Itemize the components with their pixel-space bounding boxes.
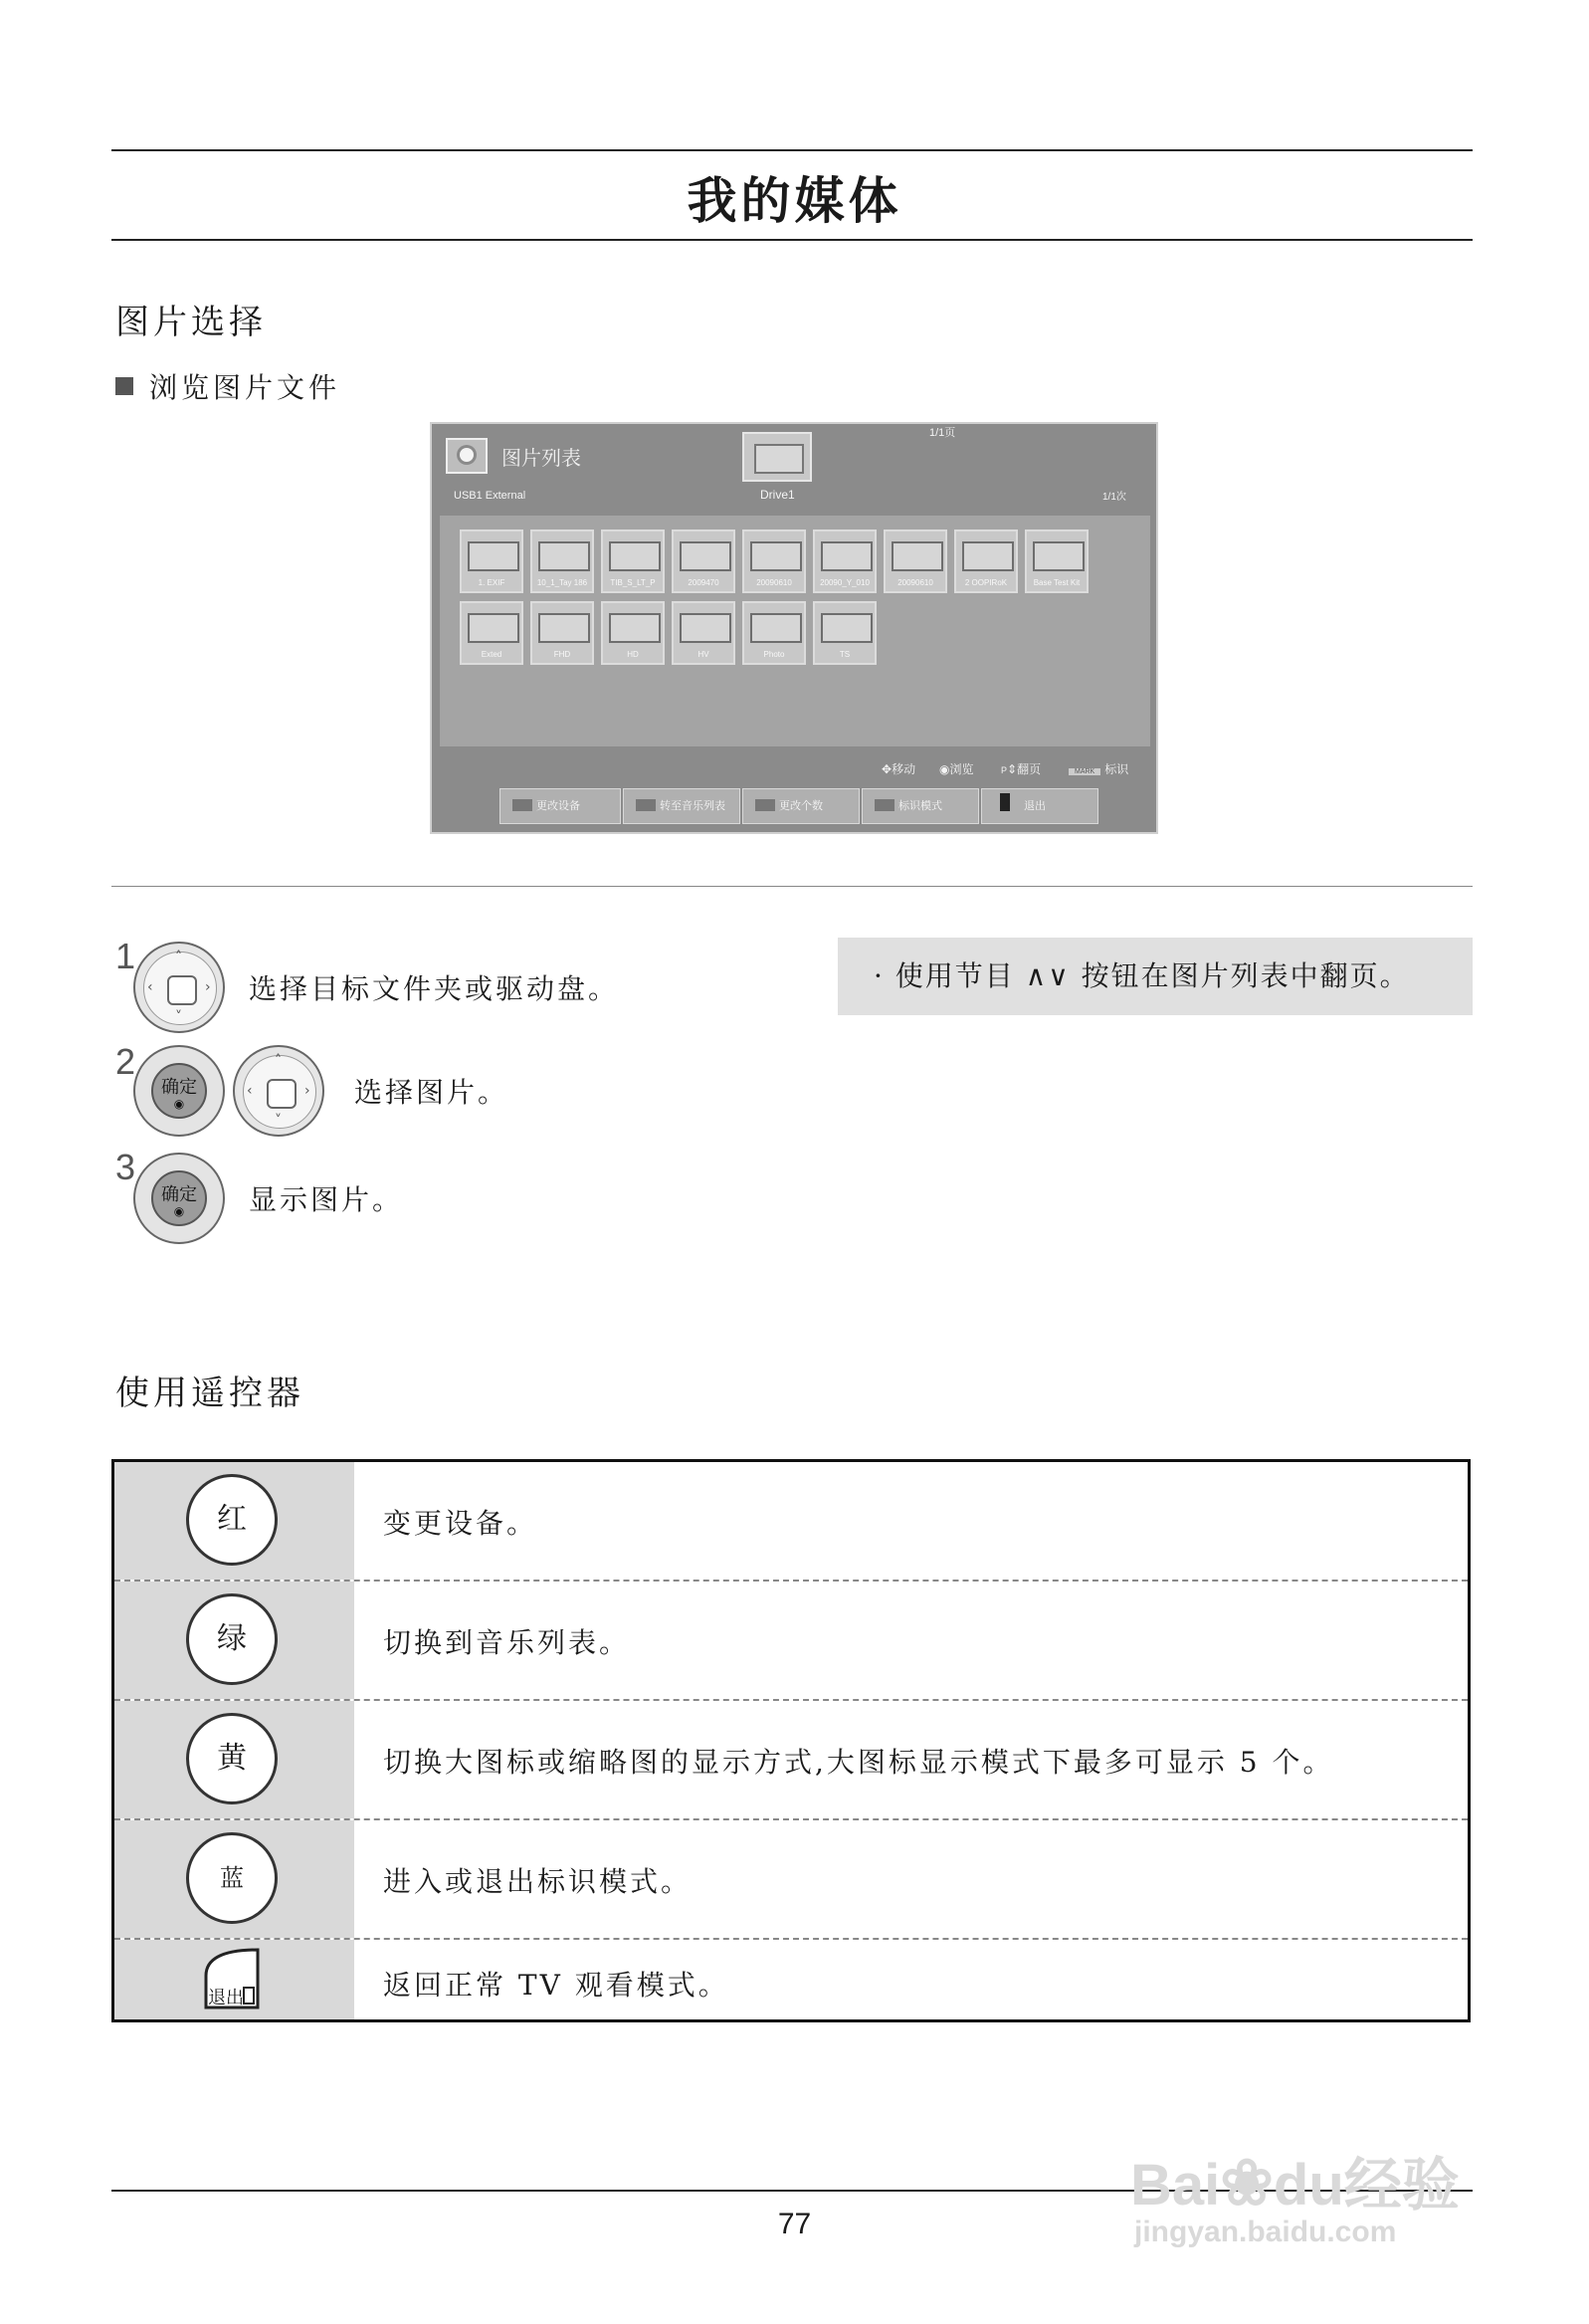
- mark-key-icon: MARK: [1069, 768, 1100, 775]
- folder-item[interactable]: 20090610: [884, 529, 947, 593]
- folder-item[interactable]: TS: [813, 601, 877, 665]
- page-number: 77: [777, 2208, 812, 2240]
- section-heading-remote: 使用遥控器: [115, 1373, 304, 1413]
- blue-key-icon: [875, 799, 894, 811]
- top-rule: [111, 149, 1473, 151]
- table-row: [114, 1701, 1468, 1818]
- yellow-key-icon: 黄: [186, 1713, 278, 1804]
- folder-item[interactable]: HV: [672, 601, 735, 665]
- folder-item[interactable]: Base Test Kit: [1025, 529, 1089, 593]
- ok-button-icon: 确定 ◉: [133, 1153, 225, 1244]
- table-row: [114, 1462, 1468, 1580]
- table-cell-text: 切换到音乐列表。: [383, 1626, 631, 1659]
- folder-item[interactable]: 10_1_Tay 186: [530, 529, 594, 593]
- subsection-browse: [115, 366, 340, 406]
- tv-title: 图片列表: [501, 446, 581, 470]
- change-count-button[interactable]: 更改个数: [742, 788, 860, 824]
- red-key-icon: [512, 799, 532, 811]
- step-number: 2: [115, 1041, 136, 1082]
- ok-button-icon: 确定 ◉: [133, 1045, 225, 1137]
- exit-key-icon: [1000, 793, 1010, 811]
- tv-source: USB1 External: [454, 490, 526, 502]
- dpad-icon: ˄ ˅ ‹ ›: [233, 1045, 324, 1137]
- tv-count: 1/1次: [1102, 492, 1126, 503]
- folder-item[interactable]: 2 OOPIRoK: [954, 529, 1018, 593]
- step-number: 3: [115, 1147, 136, 1187]
- hint-browse: ◉浏览: [939, 762, 974, 776]
- photo-app-icon: [446, 438, 488, 474]
- tv-screenshot: [430, 422, 1158, 834]
- baidu-watermark: Bai❀du经验: [1130, 2147, 1460, 2218]
- folder-item[interactable]: 1. EXIF: [460, 529, 523, 593]
- step-text: 选择目标文件夹或驱动盘。: [249, 972, 620, 1005]
- step-text: 显示图片。: [249, 1183, 404, 1216]
- yellow-key-icon: [755, 799, 775, 811]
- folder-item[interactable]: Exted: [460, 601, 523, 665]
- folder-item[interactable]: HD: [601, 601, 665, 665]
- section-heading-picture-select: 图片选择: [115, 303, 267, 342]
- section-divider: [111, 886, 1473, 887]
- blue-key-icon: 蓝: [186, 1832, 278, 1924]
- exit-button[interactable]: 退出: [981, 788, 1098, 824]
- watermark-url: jingyan.baidu.com: [1134, 2216, 1397, 2248]
- page-turn-note: · 使用节目 ∧∨ 按钮在图片列表中翻页。: [838, 938, 1473, 1015]
- bullet-square-icon: [115, 377, 133, 395]
- subsection-label: 浏览图片文件: [149, 371, 341, 404]
- table-cell-text: 变更设备。: [383, 1507, 538, 1540]
- table-cell-text: 进入或退出标识模式。: [383, 1865, 693, 1898]
- exit-key-label: 退出: [208, 1988, 244, 2008]
- mark-mode-button[interactable]: 标识模式: [862, 788, 979, 824]
- folder-item[interactable]: Photo: [742, 601, 806, 665]
- exit-key-icon: [202, 1946, 260, 2007]
- page-title: 我的媒体: [687, 172, 902, 230]
- folder-item[interactable]: 2009470: [672, 529, 735, 593]
- hint-mark: MARK 标识: [1069, 760, 1128, 777]
- remote-key-table: [111, 1459, 1471, 2022]
- folder-item[interactable]: TIB_S_LT_P: [601, 529, 665, 593]
- folder-item[interactable]: 20090_Y_010: [813, 529, 877, 593]
- tv-folder-panel: [440, 516, 1150, 746]
- green-key-icon: 绿: [186, 1593, 278, 1685]
- dpad-icon: ˄ ˅ ‹ ›: [133, 942, 225, 1033]
- table-row: [114, 1940, 1468, 2019]
- table-row: [114, 1820, 1468, 1938]
- current-folder-icon: [742, 432, 812, 482]
- change-device-button[interactable]: 更改设备: [499, 788, 621, 824]
- folder-item[interactable]: 20090610: [742, 529, 806, 593]
- music-list-button[interactable]: 转至音乐列表: [623, 788, 740, 824]
- hint-page: P⇕翻页: [1001, 762, 1042, 776]
- paw-icon: ❀: [1220, 2147, 1274, 2218]
- tv-drive: Drive1: [760, 488, 795, 502]
- table-row: [114, 1582, 1468, 1699]
- step-number: 1: [115, 936, 136, 976]
- folder-item[interactable]: FHD: [530, 601, 594, 665]
- green-key-icon: [636, 799, 656, 811]
- red-key-icon: 红: [186, 1474, 278, 1566]
- hint-move: ✥移动: [882, 762, 916, 776]
- title-underline: [111, 239, 1473, 241]
- page-key-icon: P: [1001, 765, 1008, 775]
- tv-page-indicator: 1/1页: [929, 427, 956, 439]
- step-text: 选择图片。: [354, 1076, 509, 1109]
- table-cell-text: 返回正常 TV 观看模式。: [383, 1969, 729, 2002]
- table-cell-text: 切换大图标或缩略图的显示方式,大图标显示模式下最多可显示 5 个。: [383, 1746, 1334, 1779]
